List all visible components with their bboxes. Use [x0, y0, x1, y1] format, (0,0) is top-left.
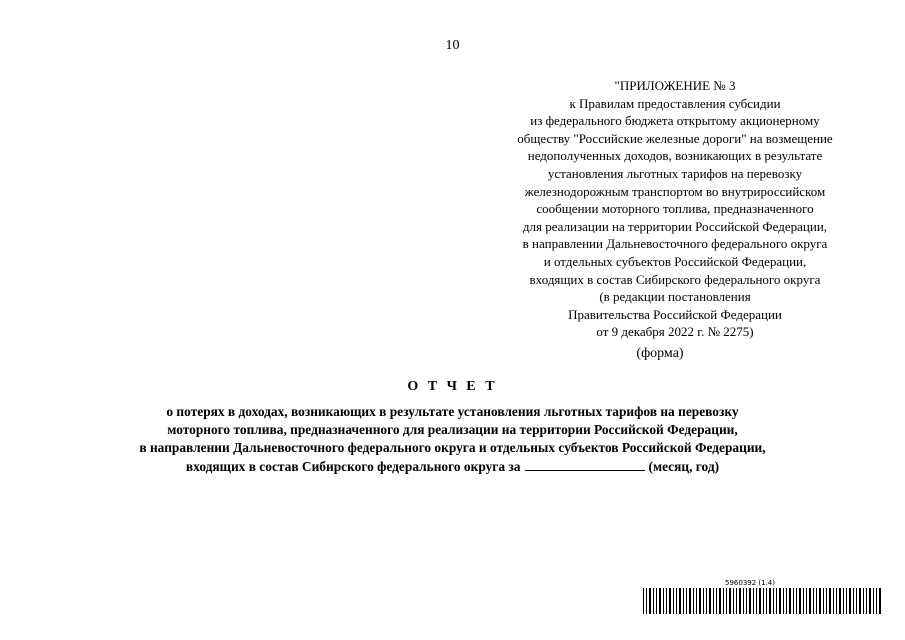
appendix-line: от 9 декабря 2022 г. № 2275) — [596, 324, 754, 340]
report-subtitle-line: в направлении Дальневосточного федерального округа и отдельных субъектов Российской Федерации, — [139, 440, 766, 455]
appendix-line: (в редакции постановления — [599, 289, 751, 305]
appendix-line: обществу "Российские железные дороги" на возмещение — [517, 130, 833, 146]
appendix-line: и отдельных субъектов Российской Федерации, — [543, 253, 807, 269]
appendix-line: Правительства Российской Федерации — [568, 306, 782, 322]
appendix-line: установления льготных тарифов на перевозку — [547, 165, 803, 181]
page-number: 10 — [445, 38, 460, 53]
form-label: (форма) — [636, 346, 684, 361]
appendix-line: железнодорожным транспортом во внутрироссийском — [524, 183, 826, 199]
appendix-line: недополученных доходов, возникающих в результате — [527, 148, 823, 164]
report-subtitle-prefix: входящих в состав Сибирского федерального округа за — [185, 459, 521, 474]
appendix-line: к Правилам предоставления субсидии — [569, 95, 781, 111]
report-subtitle-suffix: (месяц, год) — [648, 459, 720, 474]
appendix-line: "ПРИЛОЖЕНИЕ № 3 — [614, 78, 736, 93]
appendix-line: в направлении Дальневосточного федерального округа — [522, 236, 828, 252]
appendix-line: из федерального бюджета открытому акционерному — [530, 113, 820, 129]
barcode — [643, 579, 885, 615]
report-subtitle-last-line — [0, 457, 905, 476]
barcode-bars — [643, 588, 885, 614]
report-subtitle-line: моторного топлива, предназначенного для реализации на территории Российской Федерации, — [167, 422, 738, 437]
report-subtitle-line: о потерях в доходах, возникающих в результате установления льготных тарифов на перевозку — [166, 404, 739, 419]
report-subtitle — [0, 403, 905, 476]
barcode-code-text: 5960392 (1.4) — [725, 579, 775, 587]
report-title: О Т Ч Е Т — [407, 379, 498, 394]
period-blank-field — [525, 457, 645, 471]
appendix-line: для реализации на территории Российской Федерации, — [522, 218, 828, 234]
appendix-header — [470, 77, 880, 341]
appendix-line: входящих в состав Сибирского федерального округа — [529, 271, 821, 287]
appendix-line: сообщении моторного топлива, предназначенного — [536, 201, 814, 217]
